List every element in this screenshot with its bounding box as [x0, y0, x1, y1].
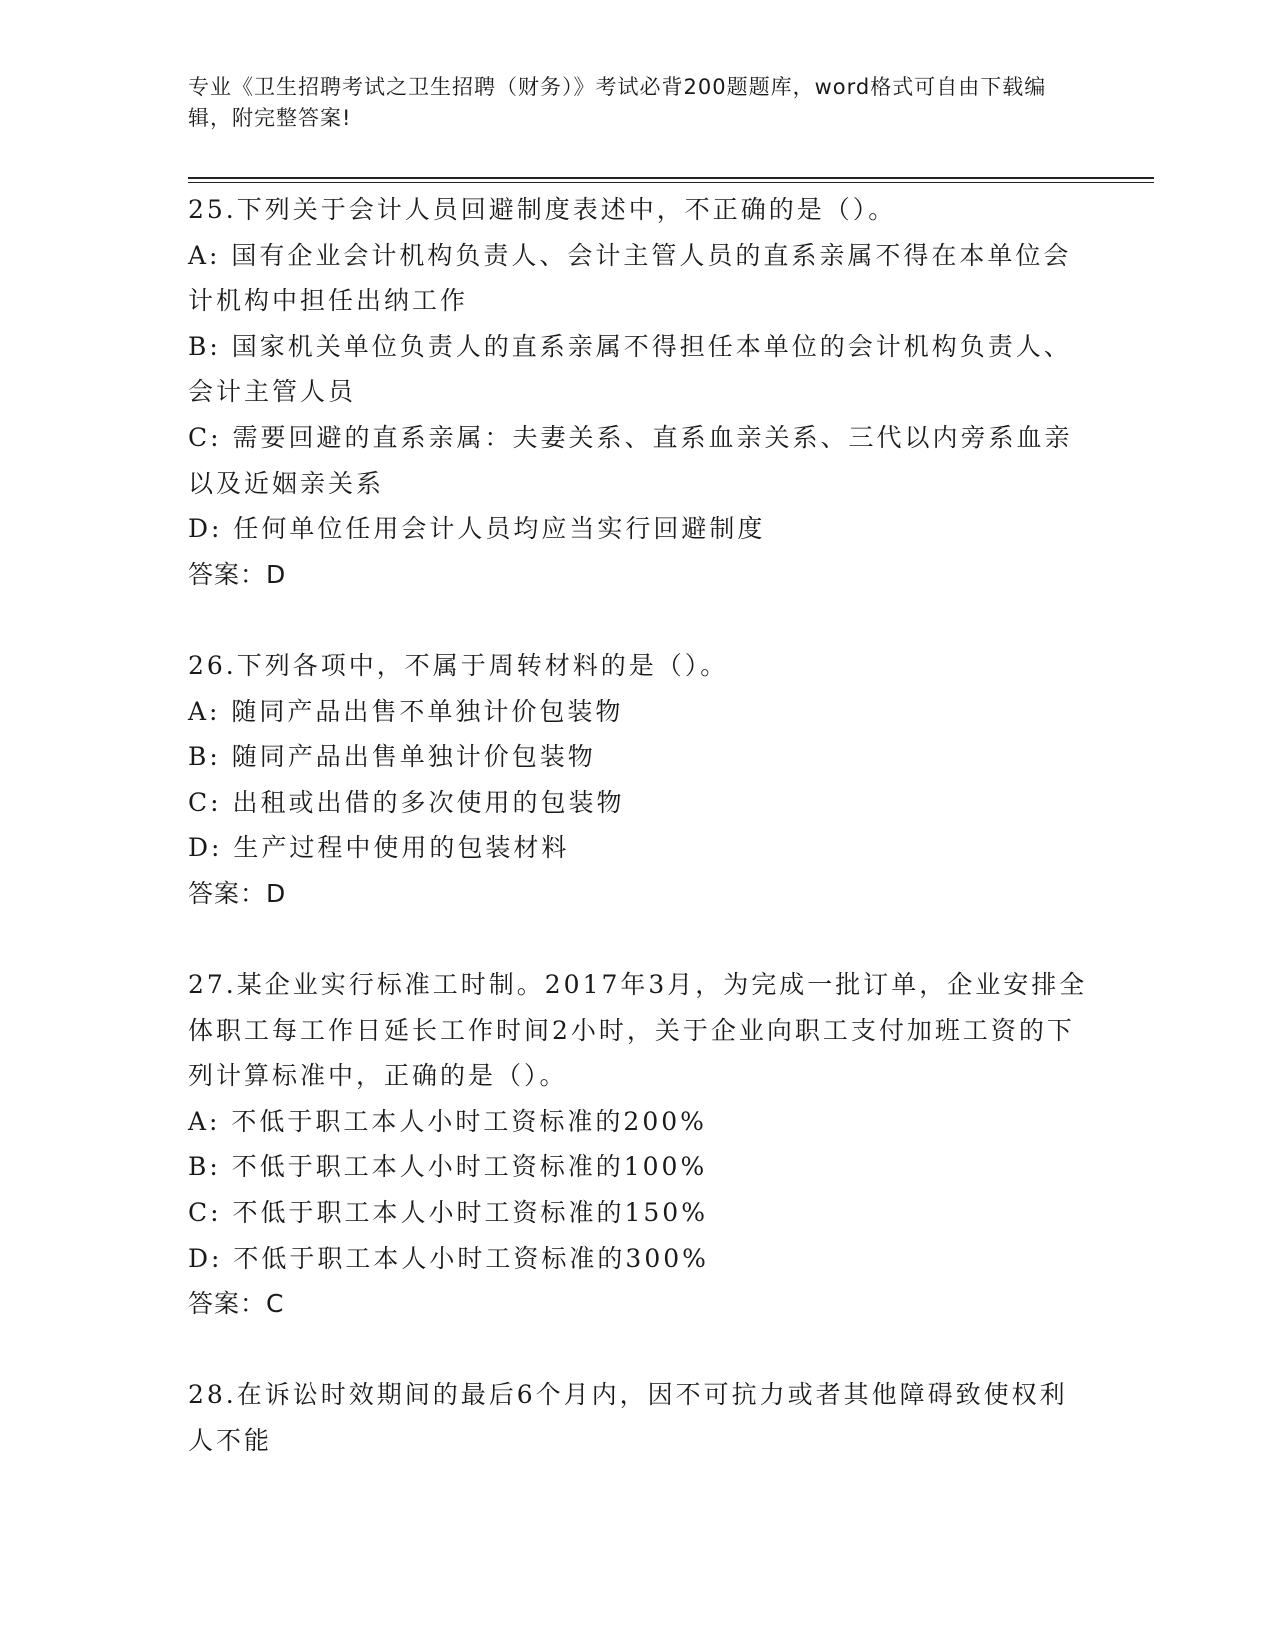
- option-b: B: 随同产品出售单独计价包装物: [188, 742, 596, 772]
- question-26: [188, 643, 1088, 917]
- question-stem: 25.下列关于会计人员回避制度表述中，不正确的是（）。: [188, 195, 897, 224]
- document-intro: [188, 72, 1068, 134]
- question-list: [188, 187, 1088, 1464]
- answer-line: 答案：C: [188, 1289, 285, 1319]
- question-25: [188, 187, 1088, 597]
- option-b: B: 不低于职工本人小时工资标准的100%: [188, 1152, 708, 1182]
- option-a: A: 随同产品出售不单独计价包装物: [188, 696, 624, 726]
- question-27: [188, 962, 1088, 1327]
- answer-line: 答案：D: [188, 878, 287, 908]
- option-a: A: 国有企业会计机构负责人、会计主管人员的直系亲属不得在本单位会计机构中担任出纳工作: [188, 240, 1072, 316]
- option-c: C: 需要回避的直系亲属：夫妻关系、直系血亲关系、三代以内旁系血亲以及近姻亲关系: [188, 422, 1073, 498]
- header-divider-thick: [188, 177, 1154, 179]
- option-d: D: 生产过程中使用的包装材料: [188, 833, 570, 863]
- question-stem: 27.某企业实行标准工时制。2017年3月，为完成一批订单，企业安排全体职工每工作日延长工作时间2小时，关于企业向职工支付加班工资的下列计算标准中，正确的是（）。: [188, 970, 1088, 1091]
- question-stem: 26.下列各项中，不属于周转材料的是（）。: [188, 650, 729, 680]
- option-d: D: 任何单位任用会计人员均应当实行回避制度: [188, 514, 766, 544]
- option-d: D: 不低于职工本人小时工资标准的300%: [188, 1243, 709, 1273]
- option-b: B: 国家机关单位负责人的直系亲属不得担任本单位的会计机构负责人、会计主管人员: [188, 331, 1072, 407]
- intro-text: 专业《卫生招聘考试之卫生招聘（财务）》考试必背200题题库，word格式可自由下载编辑，附完整答案!: [188, 75, 1047, 130]
- option-a: A: 不低于职工本人小时工资标准的200%: [188, 1106, 707, 1136]
- question-28: [188, 1372, 1088, 1463]
- question-stem: 28.在诉讼时效期间的最后6个月内，因不可抗力或者其他障碍致使权利人不能: [188, 1380, 1068, 1456]
- answer-line: 答案：D: [188, 559, 287, 589]
- option-c: C: 出租或出借的多次使用的包装物: [188, 787, 625, 817]
- option-c: C: 不低于职工本人小时工资标准的150%: [188, 1198, 708, 1228]
- header-divider-thin: [188, 182, 1154, 183]
